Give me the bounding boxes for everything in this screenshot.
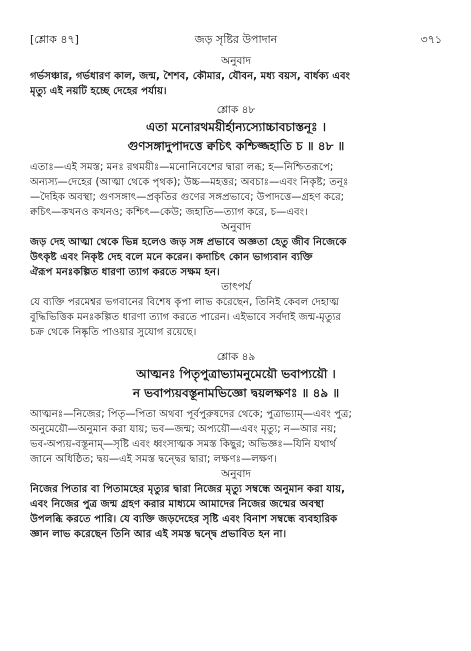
s48-verse-line: এতা মনোরথময়ীর্হান্যস্যোচ্চাবচাস্তনূঃ ।	[146, 120, 326, 134]
header-chapter-title: জড় সৃষ্টির উপাদান	[194, 33, 278, 46]
s49-synonyms-line: জানে অধিষ্ঠিত; দ্বয়—এই সমস্ত দ্বন্দ্বের দ্বারা; লক্ষণঃ—লক্ষণ।	[30, 454, 277, 465]
s47-translation-heading: অনুবাদ	[221, 55, 251, 67]
s48-purport-line: যে ব্যক্তি পরমেশ্বর ভগবানের বিশেষ কৃপা লাভ করেছেন, তিনিই কেবল দেহাত্ম	[30, 297, 340, 308]
s49-translation-line: উপলব্ধি করতে পারি। যে ব্যক্তি জড়দেহের সৃষ্টি এবং বিনাশ সম্বন্ধে ব্যবহারিক	[30, 514, 338, 525]
s49-translation-line: জ্ঞান লাভ করেছেন তিনি আর এই সমস্ত দ্বন্দ্বে প্রভাবিত হন না।	[30, 529, 287, 540]
s49-translation-heading: অনুবাদ	[221, 468, 251, 480]
s49-translation-line: নিজের পিতার বা পিতামহের মৃত্যুর দ্বারা নিজের মৃত্যু সম্বন্ধে অনুমান করা যায়,	[30, 484, 345, 495]
s48-synonyms-line: অন্যস্য—দেহের (আত্মা থেকে পৃথক); উচ্চ—মহত্তর; অবচাঃ—এবং নিকৃষ্ট; তনূঃ	[30, 177, 349, 188]
s48-heading: শ্লোক ৪৮	[216, 104, 256, 116]
s48-translation-heading: অনুবাদ	[221, 221, 251, 233]
s49-verse-line: ন ভবাপ্যয়বস্তূনামভিজ্ঞো দ্বয়লক্ষণঃ ॥ ৪৯ ॥	[132, 386, 340, 400]
s47-translation-line: গর্ভসঞ্চার, গর্ভধারণ কাল, জন্ম, শৈশব, কৌমার, যৌবন, মধ্য বয়স, বার্ধক্য এবং	[30, 71, 351, 82]
s48-translation-line: উৎকৃষ্ট এবং নিকৃষ্ট দেহ বলে মনে করেন। কদাচিৎ কোন ভাগ্যবান ব্যক্তি	[30, 252, 313, 263]
s48-purport-line: বুদ্ধিভিত্তিক মনঃকল্পিত ধারণা ত্যাগ করতে পারেন। এইভাবে সর্বদাই জন্ম-মৃত্যুর	[30, 312, 342, 323]
s48-synonyms-line: —দৈহিক অবস্থা; গুণসঙ্গাৎ—প্রকৃতির গুণের সঙ্গপ্রভাবে; উপাদত্তে—গ্রহণ করে;	[30, 192, 345, 203]
s48-synonyms-line: এতাঃ—এই সমস্ত; মনঃ রথময়ীঃ—মনোনিবেশের দ্বারা লব্ধ; হ—নিশ্চিতরূপে;	[30, 162, 334, 173]
header-verse-ref: [শ্লোক ৪৭]	[30, 33, 79, 46]
s48-translation-line: ঐরূপ মনঃকল্পিত ধারণা ত্যাগ করতে সক্ষম হন।	[30, 267, 220, 278]
s48-translation-line: জড় দেহ আত্মা থেকে ভিন্ন হলেও জড় সঙ্গ প্রভাবে অজ্ঞতা হেতু জীব নিজেকে	[30, 237, 347, 248]
s49-translation-line: এবং নিজের পুত্র জন্ম গ্রহণ করার মাধ্যমে আমাদের নিজের জন্মের অবস্থা	[30, 499, 324, 510]
s47-translation-line: মৃত্যু এই নয়টি হচ্ছে দেহের পর্যায়।	[30, 86, 167, 97]
s48-synonyms-line: ক্বচিৎ—কখনও কখনও; কশ্চিৎ—কেউ; জহাতি—ত্যাগ করে, চ—এবং।	[30, 207, 308, 218]
s49-synonyms-line: আত্মনঃ—নিজের; পিতৃ—পিতা অথবা পূর্বপুরুষদের থেকে; পুত্রাভ্যাম্—এবং পুত্র;	[30, 409, 352, 420]
s48-purport-heading: তাৎপর্য	[221, 281, 251, 293]
s48-purport-line: চক্র থেকে নিষ্কৃতি পাওয়ার সুযোগ রয়েছে।	[30, 327, 197, 338]
running-header	[30, 32, 442, 48]
page-number: ৩৭১	[420, 33, 442, 46]
book-page	[30, 32, 442, 542]
s49-verse-line: আত্মনঃ পিতৃপুত্রাভ্যামনুমেয়ৌ ভবাপ্যয়ৌ ।	[136, 367, 336, 381]
s49-synonyms-line: অনুমেয়ৌ—অনুমান করা যায়; ভব—জন্ম; অপ্যয়ৌ—এবং মৃত্যু; ন—আর নয়;	[30, 424, 337, 435]
s48-verse-line: গুণসঙ্গাদুপাদত্তে ক্বচিৎ কশ্চিজ্জহাতি চ ॥ ৪৮ ॥	[127, 139, 345, 153]
s49-synonyms-line: ভব-অপ্যয়-বস্তূনাম্—সৃষ্টি এবং ধ্বংসাত্মক সমস্ত কিছুর; অভিজ্ঞঃ—যিনি যথার্থ	[30, 439, 337, 450]
s49-heading: শ্লোক ৪৯	[216, 351, 256, 363]
